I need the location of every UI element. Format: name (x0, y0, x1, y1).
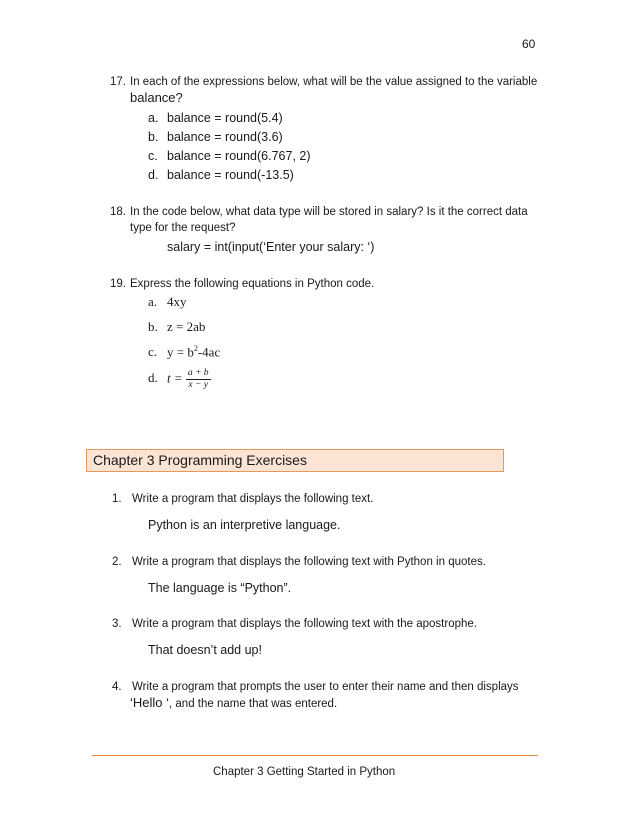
question-17-line1 (110, 74, 537, 90)
question-18-line1 (110, 204, 528, 220)
question-19-number: 19. (110, 278, 126, 290)
exercise-3-example: That doesn’t add up! (148, 643, 262, 657)
exercise-2: 2. Write a program that displays the following text with Python in quotes. (112, 556, 486, 568)
question-18-text: In the code below, what data type will be stored in salary? Is it the correct data (130, 206, 528, 218)
exercise-4-cont: ‘Hello ‘, and the name that was entered. (130, 695, 338, 710)
fraction-numerator: a + b (187, 368, 209, 378)
q19-option-c: c. $y = b^2-4ac$ (148, 344, 221, 360)
fraction (186, 368, 211, 391)
question-17-number: 17. (110, 76, 126, 88)
footer-divider (92, 755, 538, 756)
exercise-1-example: Python is an interpretive language. (148, 518, 341, 532)
question-19-text: Express the following equations in Python code. (130, 278, 375, 290)
question-18-number: 18. (110, 206, 126, 218)
q17-option-b: b. balance = round(3.6) (148, 130, 283, 144)
fraction-denominator: x − y (188, 380, 209, 390)
exercise-3: 3. Write a program that displays the following text with the apostrophe. (112, 618, 477, 630)
q17-option-c: c. balance = round(6.767, 2) (148, 149, 311, 163)
question-18-code: salary = int(input(‘Enter your salary: ‘) (167, 240, 375, 254)
page-number: 60 (522, 37, 536, 51)
question-19-line1 (110, 276, 374, 292)
q19-option-d: d. t = $\frac{a + b}{x - y}$ (148, 368, 209, 390)
question-18-text-cont: type for the request? (130, 222, 236, 234)
q17-option-a: a. balance = round(5.4) (148, 111, 283, 125)
exercise-4: 4. Write a program that prompts the user to enter their name and then displays (112, 681, 519, 693)
q17-option-d: d. balance = round(-13.5) (148, 168, 294, 182)
q19-option-b: b. z = 2ab (148, 319, 206, 334)
formula-lhs: t = (167, 370, 183, 386)
exercise-1: 1. Write a program that displays the following text. (112, 493, 374, 505)
footer-chapter-title: Chapter 3 Getting Started in Python (213, 766, 396, 778)
q19-option-a: a. 4xy (148, 294, 187, 309)
question-17-text: In each of the expressions below, what will be the value assigned to the variable (130, 76, 538, 88)
exercise-2-example: The language is “Python”. (148, 581, 292, 595)
section-header: Chapter 3 Programming Exercises (86, 449, 504, 472)
question-17-text-cont: balance? (130, 90, 183, 105)
